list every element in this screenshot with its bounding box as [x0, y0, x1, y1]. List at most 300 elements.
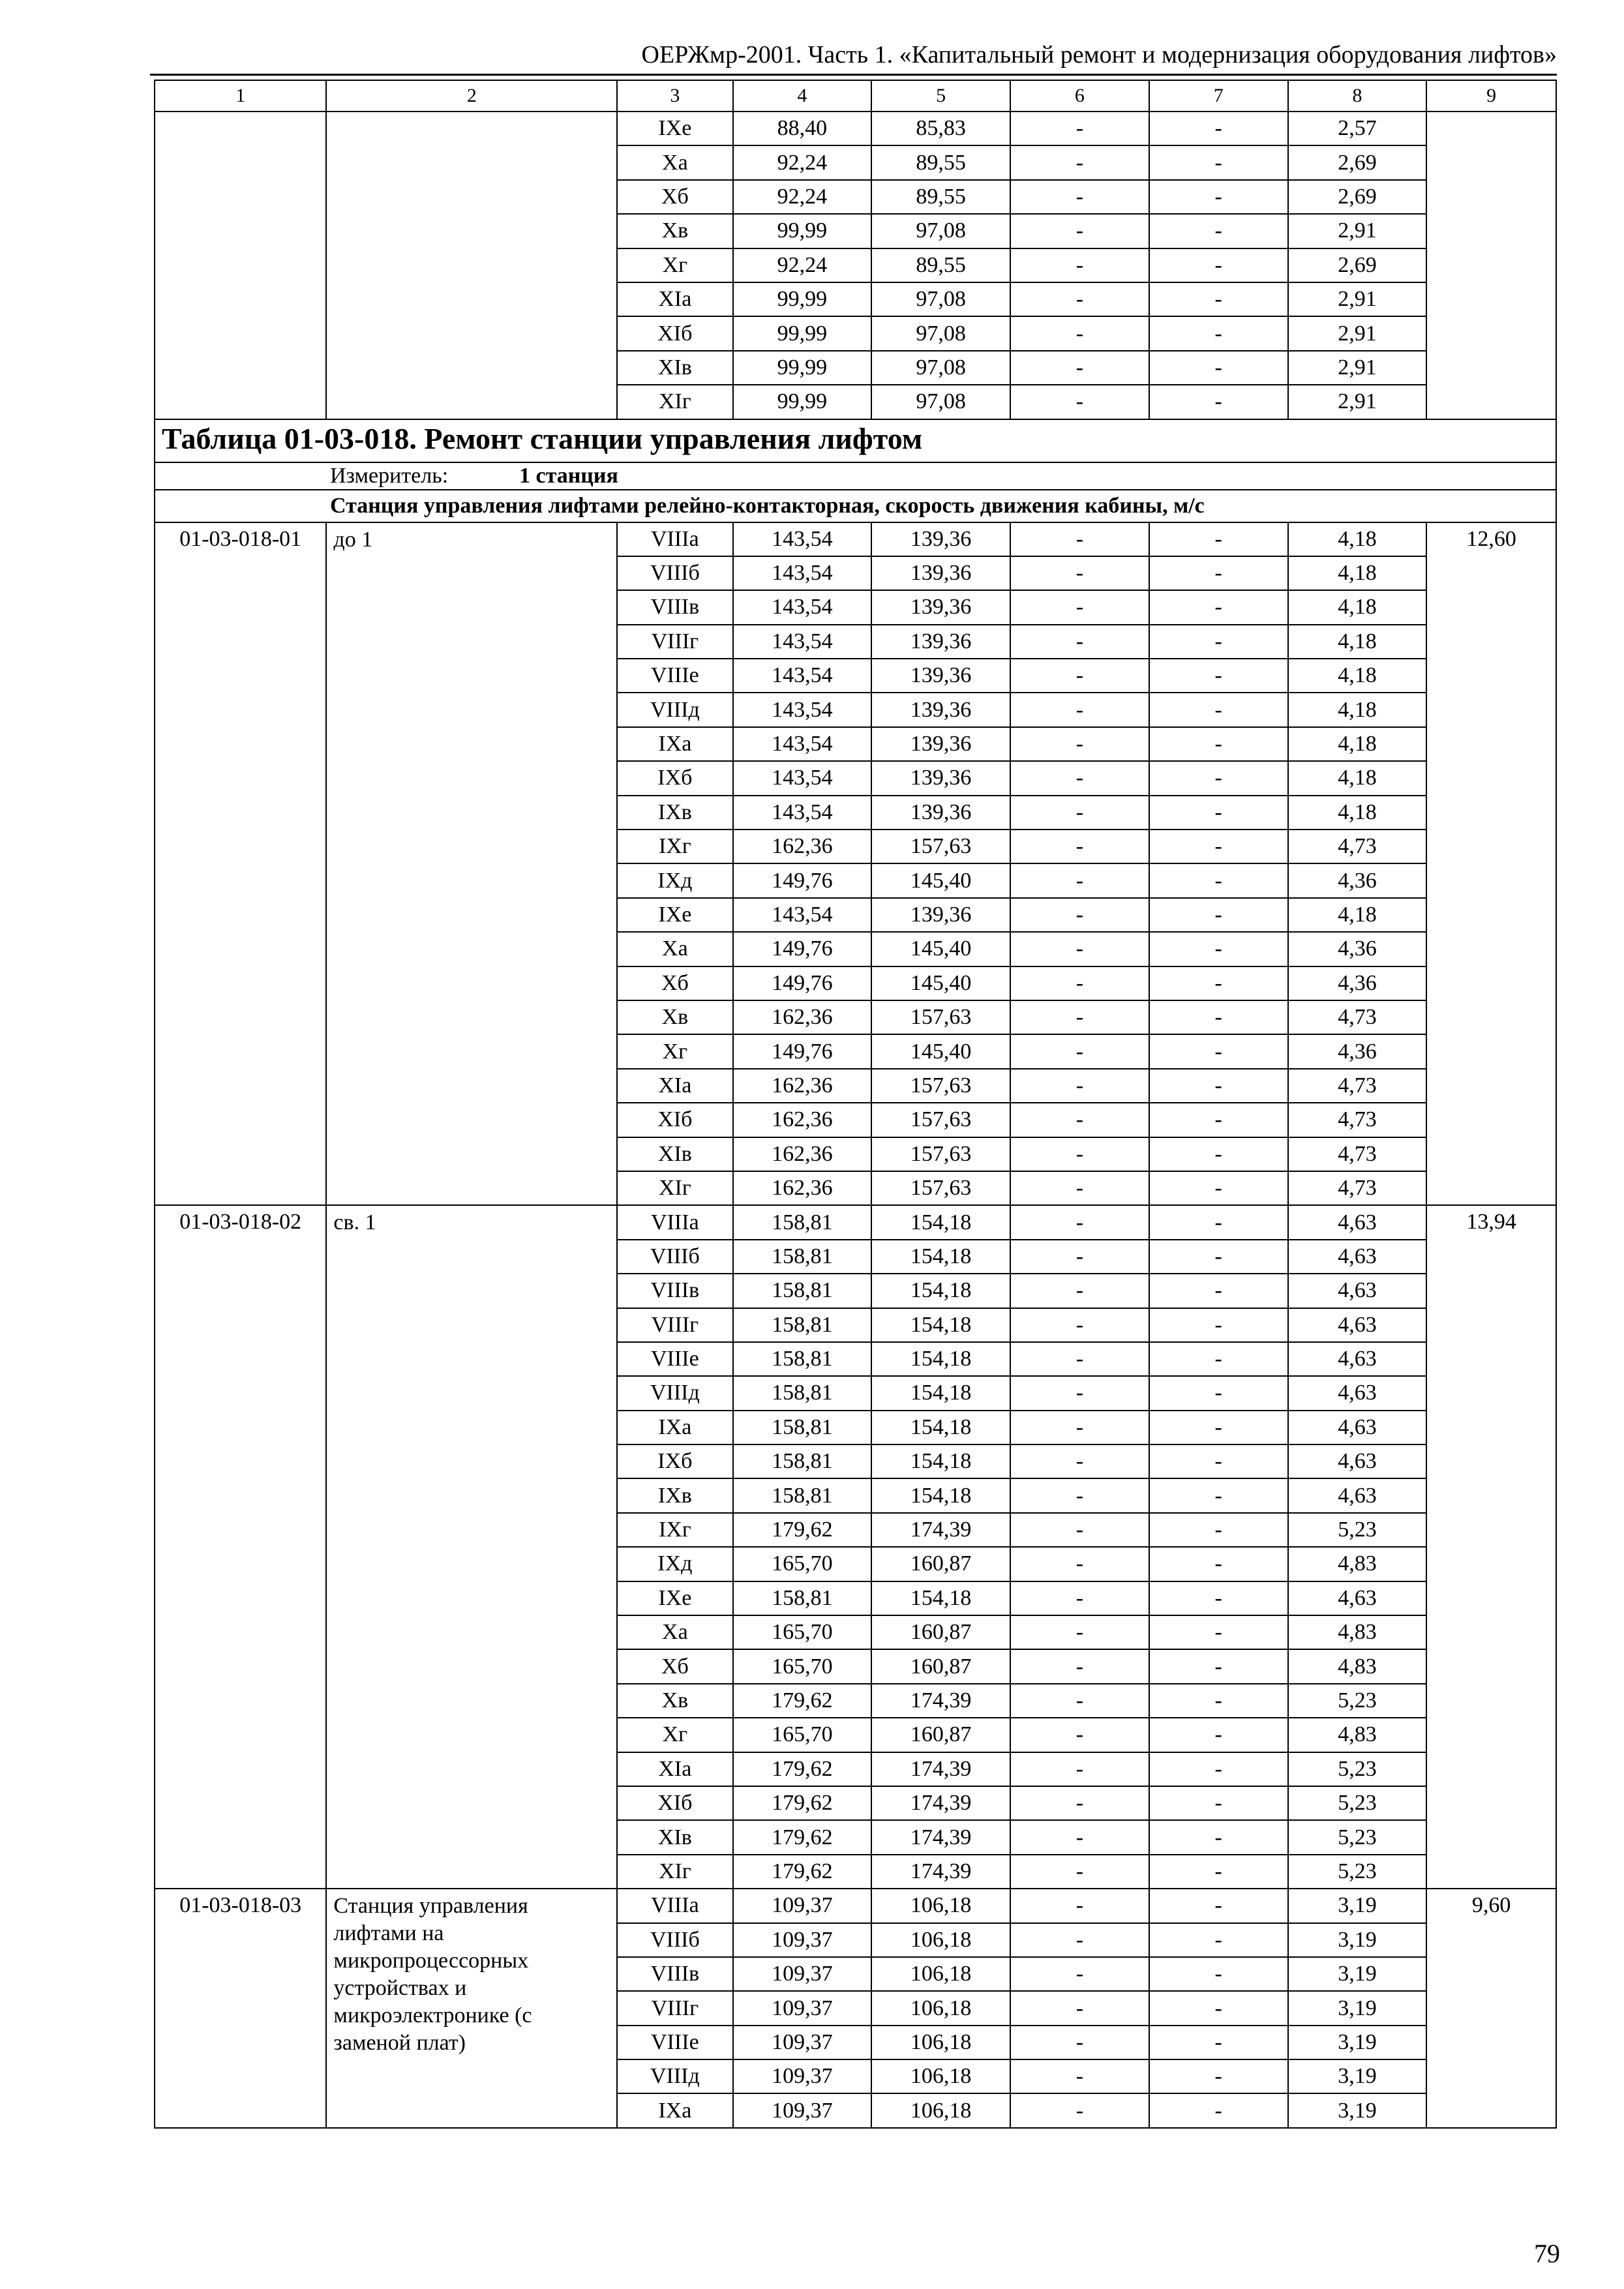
- rates-table: [154, 80, 1557, 2129]
- wage-cell: 145,40: [871, 966, 1010, 1000]
- direct-cost-cell: 179,62: [733, 1513, 872, 1547]
- materials-cell: 4,36: [1288, 1034, 1427, 1068]
- grade-cell: VIIIа: [617, 522, 732, 556]
- wage-cell: 154,18: [871, 1376, 1010, 1410]
- grade-cell: Xв: [617, 214, 732, 248]
- machine-cost-cell: -: [1010, 1923, 1149, 1957]
- materials-cell: 4,73: [1288, 830, 1427, 863]
- machine-cost-cell: -: [1010, 385, 1149, 419]
- machinist-wage-cell: -: [1149, 830, 1288, 863]
- machinist-wage-cell: -: [1149, 659, 1288, 693]
- grade-cell: XIа: [617, 1752, 732, 1786]
- direct-cost-cell: 143,54: [733, 556, 872, 590]
- materials-cell: 4,73: [1288, 1069, 1427, 1103]
- direct-cost-cell: 149,76: [733, 966, 872, 1000]
- table-title-row: [155, 419, 1556, 462]
- column-number-row: [155, 80, 1556, 112]
- machine-cost-cell: -: [1010, 248, 1149, 282]
- direct-cost-cell: 179,62: [733, 1855, 872, 1889]
- grade-cell: Xб: [617, 180, 732, 214]
- table-row: [155, 112, 1556, 145]
- wage-cell: 174,39: [871, 1684, 1010, 1718]
- direct-cost-cell: 162,36: [733, 830, 872, 863]
- machine-cost-cell: -: [1010, 1000, 1149, 1034]
- section-heading-row: [155, 490, 1556, 522]
- machinist-wage-cell: -: [1149, 351, 1288, 385]
- direct-cost-cell: 109,37: [733, 1889, 872, 1922]
- machinist-wage-cell: -: [1149, 385, 1288, 419]
- materials-cell: 4,63: [1288, 1411, 1427, 1444]
- grade-cell: IXд: [617, 1547, 732, 1581]
- materials-cell: 4,63: [1288, 1376, 1427, 1410]
- materials-cell: 4,18: [1288, 693, 1427, 726]
- grade-cell: XIб: [617, 316, 732, 350]
- materials-cell: 4,18: [1288, 659, 1427, 693]
- machinist-wage-cell: -: [1149, 761, 1288, 795]
- meter-label: Измеритель:: [330, 463, 449, 488]
- direct-cost-cell: 179,62: [733, 1820, 872, 1854]
- machine-cost-cell: -: [1010, 1786, 1149, 1820]
- grade-cell: IXб: [617, 1444, 732, 1478]
- direct-cost-cell: 179,62: [733, 1684, 872, 1718]
- materials-cell: 4,18: [1288, 727, 1427, 761]
- materials-cell: 4,83: [1288, 1649, 1427, 1683]
- machinist-wage-cell: -: [1149, 214, 1288, 248]
- wage-cell: 154,18: [871, 1342, 1010, 1376]
- direct-cost-cell: 143,54: [733, 796, 872, 830]
- grade-cell: IXе: [617, 1581, 732, 1615]
- direct-cost-cell: 99,99: [733, 351, 872, 385]
- wage-cell: 139,36: [871, 693, 1010, 726]
- machinist-wage-cell: -: [1149, 316, 1288, 350]
- wage-cell: 160,87: [871, 1547, 1010, 1581]
- grade-cell: Xг: [617, 1718, 732, 1752]
- direct-cost-cell: 158,81: [733, 1478, 872, 1512]
- grade-cell: IXг: [617, 830, 732, 863]
- wage-cell: 139,36: [871, 761, 1010, 795]
- machine-cost-cell: -: [1010, 282, 1149, 316]
- machine-cost-cell: -: [1010, 1308, 1149, 1342]
- grade-cell: VIIIд: [617, 2059, 732, 2093]
- running-title: ОЕРЖмр-2001. Часть 1. «Капитальный ремонт и модернизация оборудования лифтов»: [641, 41, 1557, 68]
- column-number: 1: [155, 80, 326, 112]
- wage-cell: 106,18: [871, 1923, 1010, 1957]
- machinist-wage-cell: -: [1149, 1069, 1288, 1103]
- wage-cell: 139,36: [871, 727, 1010, 761]
- wage-cell: 174,39: [871, 1513, 1010, 1547]
- code-cell: [155, 112, 326, 419]
- materials-cell: 5,23: [1288, 1820, 1427, 1854]
- machinist-wage-cell: -: [1149, 625, 1288, 659]
- grade-cell: VIIIд: [617, 693, 732, 726]
- machinist-wage-cell: -: [1149, 1034, 1288, 1068]
- code-cell: 01-03-018-02: [155, 1205, 326, 1889]
- direct-cost-cell: 99,99: [733, 214, 872, 248]
- wage-cell: 157,63: [871, 830, 1010, 863]
- materials-cell: 4,73: [1288, 1137, 1427, 1171]
- direct-cost-cell: 165,70: [733, 1718, 872, 1752]
- wage-cell: 174,39: [871, 1752, 1010, 1786]
- machine-cost-cell: -: [1010, 693, 1149, 726]
- wage-cell: 157,63: [871, 1171, 1010, 1205]
- table-row: [155, 1205, 1556, 1239]
- wage-cell: 154,18: [871, 1205, 1010, 1239]
- machinist-wage-cell: -: [1149, 1205, 1288, 1239]
- wage-cell: 174,39: [871, 1786, 1010, 1820]
- machine-cost-cell: -: [1010, 659, 1149, 693]
- machinist-wage-cell: -: [1149, 1342, 1288, 1376]
- direct-cost-cell: 92,24: [733, 248, 872, 282]
- machine-cost-cell: -: [1010, 1240, 1149, 1274]
- machinist-wage-cell: -: [1149, 1308, 1288, 1342]
- grade-cell: VIIIе: [617, 2026, 732, 2059]
- wage-cell: 145,40: [871, 1034, 1010, 1068]
- direct-cost-cell: 162,36: [733, 1069, 872, 1103]
- direct-cost-cell: 158,81: [733, 1581, 872, 1615]
- wage-cell: 97,08: [871, 316, 1010, 350]
- rate-cell: 12,60: [1426, 522, 1556, 1206]
- machine-cost-cell: -: [1010, 1684, 1149, 1718]
- wage-cell: 154,18: [871, 1581, 1010, 1615]
- section-heading-cell: [155, 490, 1556, 522]
- direct-cost-cell: 143,54: [733, 693, 872, 726]
- machinist-wage-cell: -: [1149, 1103, 1288, 1137]
- wage-cell: 174,39: [871, 1855, 1010, 1889]
- wage-cell: 154,18: [871, 1308, 1010, 1342]
- direct-cost-cell: 158,81: [733, 1376, 872, 1410]
- page-number: 79: [1534, 2239, 1560, 2268]
- column-number: 7: [1149, 80, 1288, 112]
- machine-cost-cell: -: [1010, 1718, 1149, 1752]
- materials-cell: 3,19: [1288, 2026, 1427, 2059]
- direct-cost-cell: 143,54: [733, 625, 872, 659]
- direct-cost-cell: 109,37: [733, 2059, 872, 2093]
- materials-cell: 2,91: [1288, 351, 1427, 385]
- machinist-wage-cell: -: [1149, 693, 1288, 726]
- materials-cell: 4,63: [1288, 1478, 1427, 1512]
- machinist-wage-cell: -: [1149, 1684, 1288, 1718]
- materials-cell: 2,91: [1288, 316, 1427, 350]
- materials-cell: 4,18: [1288, 590, 1427, 624]
- machine-cost-cell: -: [1010, 1855, 1149, 1889]
- machinist-wage-cell: -: [1149, 1000, 1288, 1034]
- machine-cost-cell: -: [1010, 898, 1149, 932]
- grade-cell: VIIIд: [617, 1376, 732, 1410]
- name-cell: [326, 112, 617, 419]
- machine-cost-cell: -: [1010, 1103, 1149, 1137]
- machinist-wage-cell: -: [1149, 1240, 1288, 1274]
- machine-cost-cell: -: [1010, 796, 1149, 830]
- wage-cell: 160,87: [871, 1718, 1010, 1752]
- wage-cell: 89,55: [871, 145, 1010, 179]
- materials-cell: 4,18: [1288, 625, 1427, 659]
- direct-cost-cell: 165,70: [733, 1615, 872, 1649]
- machine-cost-cell: -: [1010, 1069, 1149, 1103]
- materials-cell: 3,19: [1288, 1923, 1427, 1957]
- materials-cell: 3,19: [1288, 1889, 1427, 1922]
- column-number: 4: [733, 80, 872, 112]
- wage-cell: 145,40: [871, 932, 1010, 966]
- direct-cost-cell: 143,54: [733, 522, 872, 556]
- code-cell: 01-03-018-03: [155, 1889, 326, 2128]
- grade-cell: VIIIе: [617, 1342, 732, 1376]
- grade-cell: IXд: [617, 863, 732, 897]
- wage-cell: 160,87: [871, 1649, 1010, 1683]
- rate-cell: 9,60: [1426, 1889, 1556, 2128]
- wage-cell: 139,36: [871, 898, 1010, 932]
- machinist-wage-cell: -: [1149, 1411, 1288, 1444]
- rate-cell: [1426, 112, 1556, 419]
- direct-cost-cell: 92,24: [733, 145, 872, 179]
- wage-cell: 106,18: [871, 1889, 1010, 1922]
- grade-cell: VIIIв: [617, 590, 732, 624]
- grade-cell: VIIIб: [617, 1240, 732, 1274]
- wage-cell: 89,55: [871, 180, 1010, 214]
- machine-cost-cell: -: [1010, 590, 1149, 624]
- grade-cell: VIIIв: [617, 1957, 732, 1991]
- direct-cost-cell: 109,37: [733, 2026, 872, 2059]
- wage-cell: 139,36: [871, 659, 1010, 693]
- wage-cell: 139,36: [871, 796, 1010, 830]
- grade-cell: IXе: [617, 112, 732, 145]
- machinist-wage-cell: -: [1149, 590, 1288, 624]
- materials-cell: 4,18: [1288, 522, 1427, 556]
- direct-cost-cell: 109,37: [733, 1957, 872, 1991]
- machinist-wage-cell: -: [1149, 932, 1288, 966]
- name-cell: Станция управления лифтами на микропроцессорных устройствах и микроэлектронике (с заменой плат): [326, 1889, 617, 2128]
- grade-cell: IXб: [617, 761, 732, 795]
- machine-cost-cell: -: [1010, 1752, 1149, 1786]
- materials-cell: 4,63: [1288, 1274, 1427, 1308]
- rate-cell: 13,94: [1426, 1205, 1556, 1889]
- machine-cost-cell: -: [1010, 2093, 1149, 2127]
- wage-cell: 106,18: [871, 1957, 1010, 1991]
- grade-cell: IXв: [617, 1478, 732, 1512]
- grade-cell: XIв: [617, 351, 732, 385]
- direct-cost-cell: 158,81: [733, 1308, 872, 1342]
- direct-cost-cell: 158,81: [733, 1444, 872, 1478]
- direct-cost-cell: 179,62: [733, 1786, 872, 1820]
- machinist-wage-cell: -: [1149, 2059, 1288, 2093]
- table-title: Таблица 01-03-018. Ремонт станции управления лифтом: [162, 422, 923, 456]
- machine-cost-cell: -: [1010, 1444, 1149, 1478]
- grade-cell: Xа: [617, 1615, 732, 1649]
- materials-cell: 4,18: [1288, 761, 1427, 795]
- table-row: [155, 522, 1556, 556]
- machine-cost-cell: -: [1010, 966, 1149, 1000]
- machinist-wage-cell: -: [1149, 145, 1288, 179]
- grade-cell: IXе: [617, 898, 732, 932]
- grade-cell: VIIIв: [617, 1274, 732, 1308]
- materials-cell: 5,23: [1288, 1752, 1427, 1786]
- machine-cost-cell: -: [1010, 1649, 1149, 1683]
- wage-cell: 139,36: [871, 556, 1010, 590]
- name-cell: до 1: [326, 522, 617, 1206]
- machine-cost-cell: -: [1010, 1034, 1149, 1068]
- machinist-wage-cell: -: [1149, 1513, 1288, 1547]
- materials-cell: 4,36: [1288, 863, 1427, 897]
- wage-cell: 106,18: [871, 1991, 1010, 2025]
- meter-cell: [155, 462, 1556, 490]
- direct-cost-cell: 92,24: [733, 180, 872, 214]
- grade-cell: VIIIг: [617, 625, 732, 659]
- materials-cell: 2,69: [1288, 145, 1427, 179]
- wage-cell: 106,18: [871, 2026, 1010, 2059]
- materials-cell: 4,63: [1288, 1308, 1427, 1342]
- materials-cell: 4,83: [1288, 1615, 1427, 1649]
- materials-cell: 3,19: [1288, 2093, 1427, 2127]
- grade-cell: Xв: [617, 1000, 732, 1034]
- wage-cell: 174,39: [871, 1820, 1010, 1854]
- materials-cell: 2,57: [1288, 112, 1427, 145]
- machinist-wage-cell: -: [1149, 522, 1288, 556]
- direct-cost-cell: 143,54: [733, 898, 872, 932]
- direct-cost-cell: 158,81: [733, 1274, 872, 1308]
- wage-cell: 157,63: [871, 1103, 1010, 1137]
- grade-cell: XIг: [617, 385, 732, 419]
- machine-cost-cell: -: [1010, 1991, 1149, 2025]
- materials-cell: 3,19: [1288, 1957, 1427, 1991]
- machinist-wage-cell: -: [1149, 727, 1288, 761]
- column-number: 8: [1288, 80, 1427, 112]
- direct-cost-cell: 143,54: [733, 727, 872, 761]
- grade-cell: XIг: [617, 1855, 732, 1889]
- materials-cell: 4,63: [1288, 1444, 1427, 1478]
- machine-cost-cell: -: [1010, 1615, 1149, 1649]
- wage-cell: 154,18: [871, 1240, 1010, 1274]
- grade-cell: Xа: [617, 932, 732, 966]
- direct-cost-cell: 158,81: [733, 1240, 872, 1274]
- machinist-wage-cell: -: [1149, 1444, 1288, 1478]
- machinist-wage-cell: -: [1149, 1171, 1288, 1205]
- grade-cell: XIг: [617, 1171, 732, 1205]
- machinist-wage-cell: -: [1149, 1478, 1288, 1512]
- machine-cost-cell: -: [1010, 727, 1149, 761]
- materials-cell: 2,91: [1288, 214, 1427, 248]
- machine-cost-cell: -: [1010, 1889, 1149, 1922]
- wage-cell: 145,40: [871, 863, 1010, 897]
- materials-cell: 2,69: [1288, 180, 1427, 214]
- name-cell: св. 1: [326, 1205, 617, 1889]
- direct-cost-cell: 109,37: [733, 2093, 872, 2127]
- wage-cell: 139,36: [871, 590, 1010, 624]
- direct-cost-cell: 149,76: [733, 863, 872, 897]
- code-cell: 01-03-018-01: [155, 522, 326, 1206]
- machinist-wage-cell: -: [1149, 1615, 1288, 1649]
- direct-cost-cell: 158,81: [733, 1342, 872, 1376]
- materials-cell: 4,73: [1288, 1103, 1427, 1137]
- machinist-wage-cell: -: [1149, 1752, 1288, 1786]
- materials-cell: 5,23: [1288, 1684, 1427, 1718]
- grade-cell: VIIIб: [617, 1923, 732, 1957]
- machine-cost-cell: -: [1010, 214, 1149, 248]
- machine-cost-cell: -: [1010, 1171, 1149, 1205]
- grade-cell: VIIIа: [617, 1205, 732, 1239]
- machinist-wage-cell: -: [1149, 1889, 1288, 1922]
- machine-cost-cell: -: [1010, 1957, 1149, 1991]
- wage-cell: 154,18: [871, 1274, 1010, 1308]
- machine-cost-cell: -: [1010, 112, 1149, 145]
- machinist-wage-cell: -: [1149, 1957, 1288, 1991]
- machinist-wage-cell: -: [1149, 1855, 1288, 1889]
- meter-value: 1 станция: [519, 463, 618, 488]
- materials-cell: 4,63: [1288, 1205, 1427, 1239]
- machine-cost-cell: -: [1010, 1205, 1149, 1239]
- materials-cell: 5,23: [1288, 1513, 1427, 1547]
- direct-cost-cell: 165,70: [733, 1547, 872, 1581]
- meter-row: [155, 462, 1556, 490]
- direct-cost-cell: 179,62: [733, 1752, 872, 1786]
- machine-cost-cell: -: [1010, 556, 1149, 590]
- materials-cell: 4,63: [1288, 1240, 1427, 1274]
- machine-cost-cell: -: [1010, 1820, 1149, 1854]
- grade-cell: IXв: [617, 796, 732, 830]
- direct-cost-cell: 99,99: [733, 316, 872, 350]
- machine-cost-cell: -: [1010, 522, 1149, 556]
- direct-cost-cell: 162,36: [733, 1103, 872, 1137]
- column-number: 9: [1426, 80, 1556, 112]
- machinist-wage-cell: -: [1149, 898, 1288, 932]
- machine-cost-cell: -: [1010, 1513, 1149, 1547]
- direct-cost-cell: 165,70: [733, 1649, 872, 1683]
- machinist-wage-cell: -: [1149, 556, 1288, 590]
- grade-cell: XIв: [617, 1137, 732, 1171]
- materials-cell: 5,23: [1288, 1786, 1427, 1820]
- wage-cell: 139,36: [871, 625, 1010, 659]
- grade-cell: Xб: [617, 966, 732, 1000]
- machine-cost-cell: -: [1010, 1274, 1149, 1308]
- machine-cost-cell: -: [1010, 1411, 1149, 1444]
- grade-cell: IXа: [617, 727, 732, 761]
- grade-cell: IXг: [617, 1513, 732, 1547]
- wage-cell: 97,08: [871, 214, 1010, 248]
- grade-cell: XIв: [617, 1820, 732, 1854]
- wage-cell: 139,36: [871, 522, 1010, 556]
- materials-cell: 4,18: [1288, 898, 1427, 932]
- direct-cost-cell: 143,54: [733, 659, 872, 693]
- grade-cell: Xв: [617, 1684, 732, 1718]
- table-row: [155, 1889, 1556, 1922]
- wage-cell: 85,83: [871, 112, 1010, 145]
- wage-cell: 154,18: [871, 1478, 1010, 1512]
- grade-cell: Xа: [617, 145, 732, 179]
- direct-cost-cell: 162,36: [733, 1137, 872, 1171]
- machine-cost-cell: -: [1010, 180, 1149, 214]
- grade-cell: IXа: [617, 1411, 732, 1444]
- machinist-wage-cell: -: [1149, 1649, 1288, 1683]
- direct-cost-cell: 99,99: [733, 282, 872, 316]
- wage-cell: 89,55: [871, 248, 1010, 282]
- grade-cell: Xб: [617, 1649, 732, 1683]
- column-number: 5: [871, 80, 1010, 112]
- machinist-wage-cell: -: [1149, 796, 1288, 830]
- wage-cell: 97,08: [871, 351, 1010, 385]
- machine-cost-cell: -: [1010, 2059, 1149, 2093]
- machinist-wage-cell: -: [1149, 966, 1288, 1000]
- machinist-wage-cell: -: [1149, 282, 1288, 316]
- grade-cell: VIIIг: [617, 1991, 732, 2025]
- materials-cell: 4,73: [1288, 1171, 1427, 1205]
- machine-cost-cell: -: [1010, 1342, 1149, 1376]
- materials-cell: 5,23: [1288, 1855, 1427, 1889]
- materials-cell: 4,36: [1288, 966, 1427, 1000]
- machinist-wage-cell: -: [1149, 1820, 1288, 1854]
- header-rule: [150, 74, 1557, 76]
- direct-cost-cell: 162,36: [733, 1000, 872, 1034]
- materials-cell: 4,83: [1288, 1718, 1427, 1752]
- grade-cell: VIIIе: [617, 659, 732, 693]
- direct-cost-cell: 99,99: [733, 385, 872, 419]
